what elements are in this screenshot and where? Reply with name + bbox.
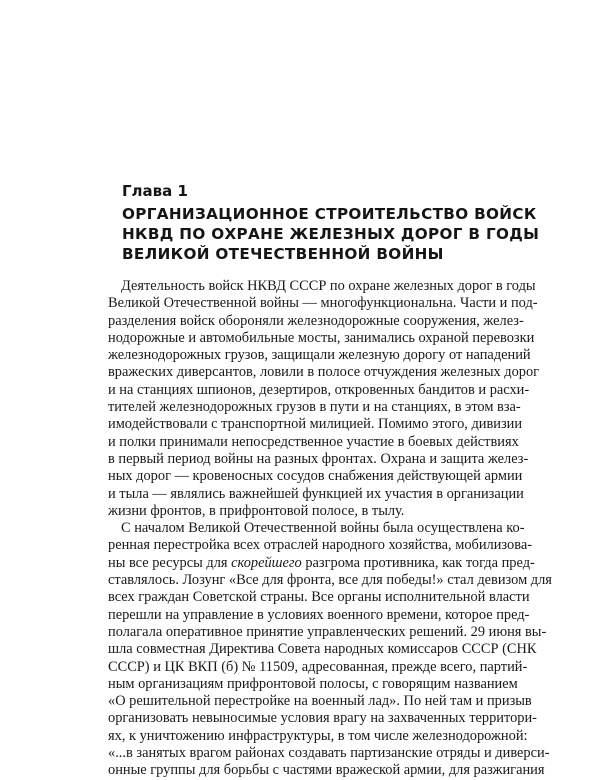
text-line: ставлялось. Лозунг «Все для фронта, все для победы!» стал девизом для — [108, 572, 552, 589]
text-line: жизни фронтов, в прифронтовой полосе, в тылу. — [108, 502, 405, 519]
text-line: тителей железнодорожных грузов в пути и на станциях, в этом вза- — [108, 399, 521, 416]
text-fragment: разгрома противника, как тогда пред- — [301, 554, 535, 571]
text-fragment: ны все ресурсы для — [108, 554, 232, 571]
text-line: нодорожные и автомобильные мосты, занимались охраной перевозки — [108, 329, 535, 346]
text-line: онные группы для борьбы с частями вражеской армии, для разжигания — [108, 762, 545, 779]
text-line: разделения войск обороняли железнодорожные сооружения, желез- — [108, 312, 524, 329]
text-line: Великой Отечественной войны — многофункциональна. Части и под- — [108, 295, 538, 312]
text-line: вражеских диверсантов, ловили в полосе отчуждения железных дорог — [108, 364, 540, 381]
text-line: и полки принимали непосредственное участие в боевых действиях — [108, 433, 519, 450]
text-line: ных дорог — кровеносных сосудов снабжения действующей армии — [108, 468, 523, 485]
text-line: ях, к уничтожению инфраструктуры, в том числе железнодорожной: — [108, 727, 528, 744]
text-line — [108, 554, 535, 572]
chapter-title-line: ОРГАНИЗАЦИОННОЕ СТРОИТЕЛЬСТВО ВОЙСК — [122, 205, 537, 223]
chapter-title-line: ВЕЛИКОЙ ОТЕЧЕСТВЕННОЙ ВОЙНЫ — [122, 245, 444, 263]
chapter-title — [122, 204, 540, 264]
text-line: в первый период войны на разных фронтах. Охрана и защита желез- — [108, 450, 529, 467]
text-line: организовать невыносимые условия врагу на захваченных территори- — [108, 710, 537, 727]
text-line: всех граждан Советской страны. Все органы исполнительной власти — [108, 589, 530, 606]
text-line: перешли на управление в условиях военного времени, которое пред- — [108, 606, 530, 623]
chapter-title-line: НКВД ПО ОХРАНЕ ЖЕЛЕЗНЫХ ДОРОГ В ГОДЫ — [122, 225, 540, 243]
text-line: Деятельность войск НКВД СССР по охране железных дорог в годы — [121, 278, 536, 294]
emphasized-word: скорейшего — [231, 554, 302, 571]
text-line: и тыла — являлись важнейшей функцией их участия в организации — [108, 485, 524, 502]
chapter-label: Глава 1 — [122, 182, 188, 200]
text-line: и на станциях шпионов, дезертиров, откровенных бандитов и расхи- — [108, 381, 530, 398]
text-line: СССР) и ЦК ВКП (б) № 11509, адресованная, прежде всего, партий- — [108, 658, 528, 675]
text-line: имодействовали с транспортной милицией. Помимо этого, дивизии — [108, 416, 523, 433]
text-line: ренная перестройка всех отраслей народного хозяйства, мобилизова- — [108, 537, 533, 554]
text-line: шла совместная Директива Совета народных комиссаров СССР (СНК — [108, 641, 537, 658]
body-text — [108, 278, 552, 780]
text-line: «О решительной перестройке на военный лад». По ней там и призыв — [108, 693, 532, 710]
text-line: полагала оперативное принятие управленческих решений. 29 июня вы- — [108, 623, 547, 640]
text-line: С началом Великой Отечественной войны была осуществлена ко- — [121, 520, 525, 537]
text-line: «...в занятых врагом районах создавать партизанские отряды и диверси- — [108, 745, 550, 762]
text-line: ным организациям прифронтовой полосы, с говорящим названием — [108, 675, 518, 692]
text-line: железнодорожных грузов, защищали железную дорогу от нападений — [108, 347, 531, 364]
